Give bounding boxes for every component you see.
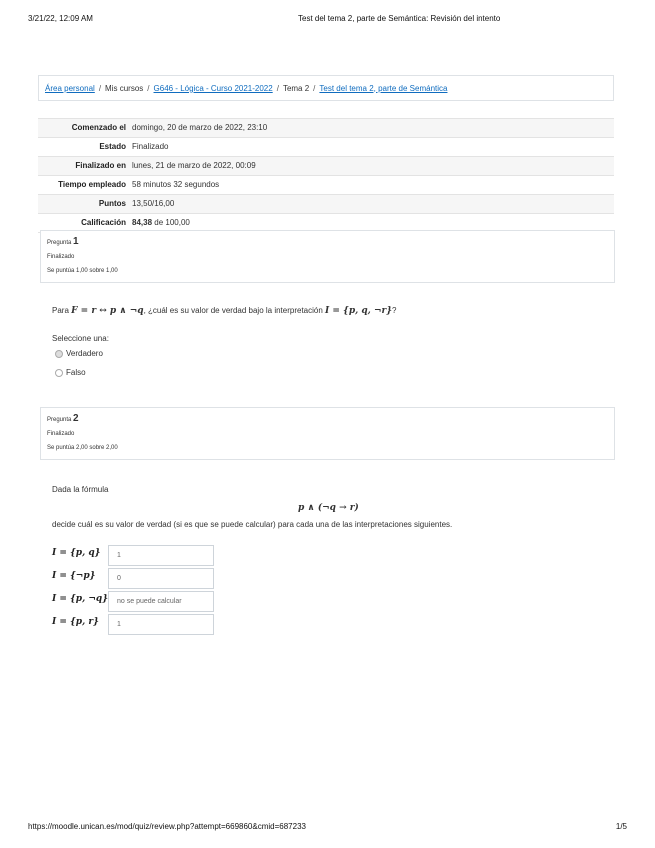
select-prompt: Seleccione una: [52, 334, 109, 343]
grade-max: de 100,00 [152, 218, 190, 227]
print-title: Test del tema 2, parte de Semántica: Revisión del intento [298, 14, 501, 23]
interpretation-label: I = {¬p} [52, 571, 96, 581]
print-page-number: 1/5 [615, 822, 627, 831]
summary-label: Puntos [38, 195, 132, 214]
summary-row [38, 138, 614, 157]
summary-value: 13,50/16,00 [132, 195, 614, 214]
breadcrumb-section: Tema 2 [282, 83, 310, 93]
question-number: Pregunta 1 [47, 236, 79, 247]
breadcrumb-separator: / [313, 83, 316, 93]
summary-label: Calificación [81, 218, 126, 227]
question-state: Finalizado [47, 254, 75, 260]
question-grade: Se puntúa 2,00 sobre 2,00 [47, 445, 118, 451]
question-2-info [40, 407, 615, 460]
breadcrumb-separator: / [276, 83, 279, 93]
question-grade: Se puntúa 1,00 sobre 1,00 [47, 268, 118, 274]
print-date: 3/21/22, 12:09 AM [28, 14, 93, 23]
summary-label: Finalizado en [38, 157, 132, 176]
summary-row [38, 119, 614, 138]
summary-value: lunes, 21 de marzo de 2022, 00:09 [132, 157, 614, 176]
breadcrumb [38, 75, 614, 101]
question-2-formula: p ∧ (¬q → r) [298, 503, 359, 513]
interpretation-label: I = {p, r} [52, 617, 99, 627]
answer-field[interactable]: 1 [108, 545, 214, 566]
answer-field[interactable]: 1 [108, 614, 214, 635]
option-verdadero[interactable] [55, 349, 103, 358]
summary-value: Finalizado [132, 142, 169, 151]
summary-row [38, 195, 614, 214]
breadcrumb-separator: / [147, 83, 150, 93]
print-footer [28, 822, 627, 834]
question-2-intro: Dada la fórmula [52, 485, 109, 494]
formula: F = r ↔ p ∧ ¬q [71, 306, 144, 316]
answer-field[interactable]: 0 [108, 568, 214, 589]
breadcrumb-course-link[interactable]: G646 - Lógica - Curso 2021-2022 [153, 83, 273, 93]
summary-value: domingo, 20 de marzo de 2022, 23:10 [132, 119, 614, 138]
print-header [28, 14, 627, 26]
question-2-instruction: decide cuál es su valor de verdad (si es que se puede calcular) para cada una de las interpretaciones siguientes. [52, 520, 453, 529]
radio-icon[interactable] [55, 369, 63, 377]
attempt-summary-table [38, 118, 614, 233]
question-1-text: Para F = r ↔ p ∧ ¬q, ¿cuál es su valor de verdad bajo la interpretación I = {p, q, ¬r}? [52, 306, 397, 316]
interpretation-label: I = {p, ¬q} [52, 594, 108, 604]
interpretation: I = {p, q, ¬r} [325, 306, 393, 316]
question-state: Finalizado [47, 431, 75, 437]
summary-value: 58 minutos 32 segundos [132, 180, 220, 189]
breadcrumb-home-link[interactable]: Área personal [45, 83, 95, 93]
option-label: Verdadero [66, 349, 103, 358]
radio-selected-icon[interactable] [55, 350, 63, 358]
print-url: https://moodle.unican.es/mod/quiz/review.php?attempt=669860&cmid=687233 [28, 822, 306, 831]
breadcrumb-courses: Mis cursos [105, 83, 144, 93]
question-1-info [40, 230, 615, 283]
option-falso[interactable] [55, 368, 86, 377]
breadcrumb-quiz-link[interactable]: Test del tema 2, parte de Semántica [319, 83, 448, 93]
summary-row [38, 176, 614, 195]
grade-value: 84,38 [132, 218, 153, 227]
option-label: Falso [66, 368, 86, 377]
question-number: Pregunta 2 [47, 413, 79, 424]
answer-field[interactable]: no se puede calcular [108, 591, 214, 612]
breadcrumb-separator: / [98, 83, 102, 93]
interpretation-label: I = {p, q} [52, 548, 101, 558]
summary-label: Tiempo empleado [58, 180, 126, 189]
summary-label: Comenzado el [38, 119, 132, 138]
summary-row [38, 157, 614, 176]
summary-label: Estado [99, 142, 126, 151]
